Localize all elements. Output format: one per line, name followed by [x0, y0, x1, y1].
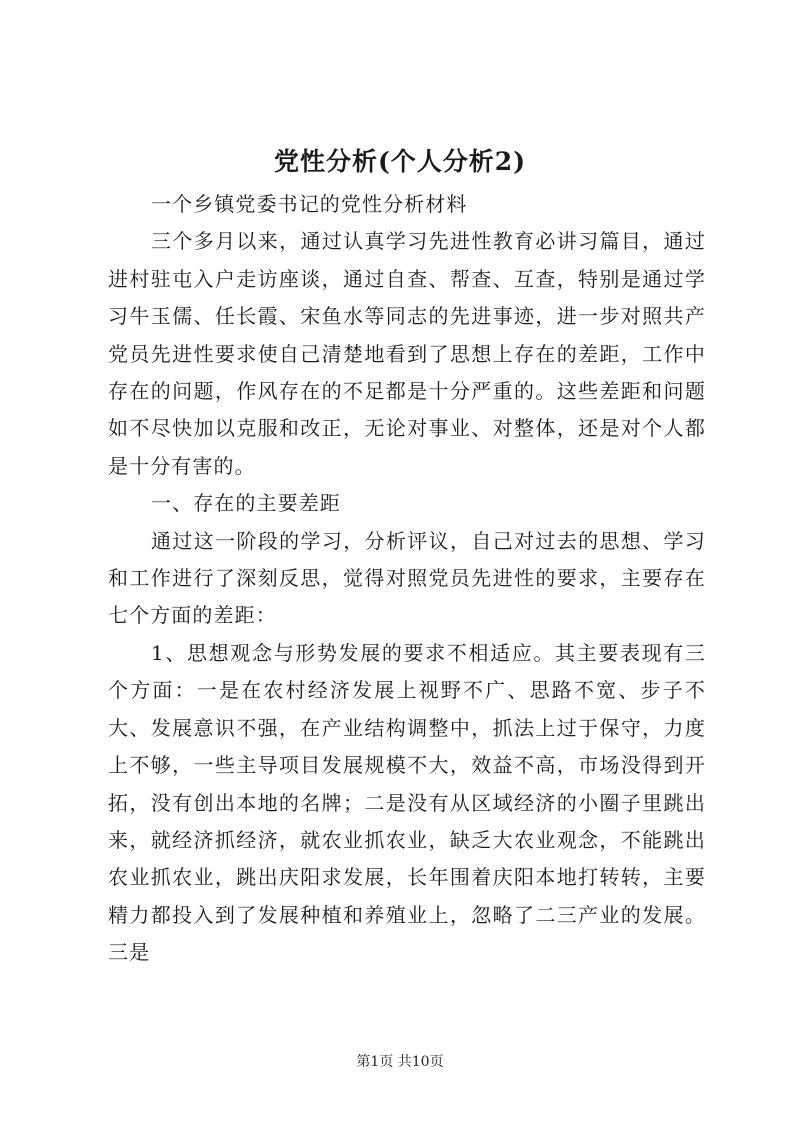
body-paragraph: 通过这一阶段的学习，分析评议，自己对过去的思想、学习和工作进行了深刻反思，觉得对照党员先进性的要求，主要存在七个方面的差距： [108, 528, 706, 628]
body-paragraph: 三个多月以来，通过认真学习先进性教育必讲习篇目，通过进村驻屯入户走访座谈，通过自查、帮查、互查，特别是通过学习牛玉儒、任长霞、宋鱼水等同志的先进事迹，进一步对照共产党员先进性要求使自己清楚地看到了思想上存在的差距，工作中存在的问题，作风存在的不足都是十分严重的。这些差距和问题如不尽快加以克服和改正，无论对事业、对整体，还是对个人都是十分有害的。 [108, 229, 706, 478]
page-footer: 第1页 共10页 [356, 1054, 444, 1070]
document-title: 党性分析(个人分析2) [273, 147, 527, 176]
subtitle-paragraph: 一个乡镇党委书记的党性分析材料 [151, 192, 468, 216]
document-body [108, 186, 706, 972]
section-heading: 一、存在的主要差距 [151, 491, 341, 516]
body-paragraph: 1、思想观念与形势发展的要求不相适应。其主要表现有三个方面：一是在农村经济发展上视野不广、思路不宽、步子不大、发展意识不强，在产业结构调整中，抓法上过于保守，力度上不够，一些主导项目发展规模不大，效益不高，市场没得到开拓，没有创出本地的名牌；二是没有从区域经济的小圈子里跳出来，就经济抓经济，就农业抓农业，缺乏大农业观念，不能跳出农业抓农业，跳出庆阳求发展，长年围着庆阳本地打转转，主要精力都投入到了发展种植和养殖业上，忽略了二三产业的发展。三是 [108, 640, 706, 965]
